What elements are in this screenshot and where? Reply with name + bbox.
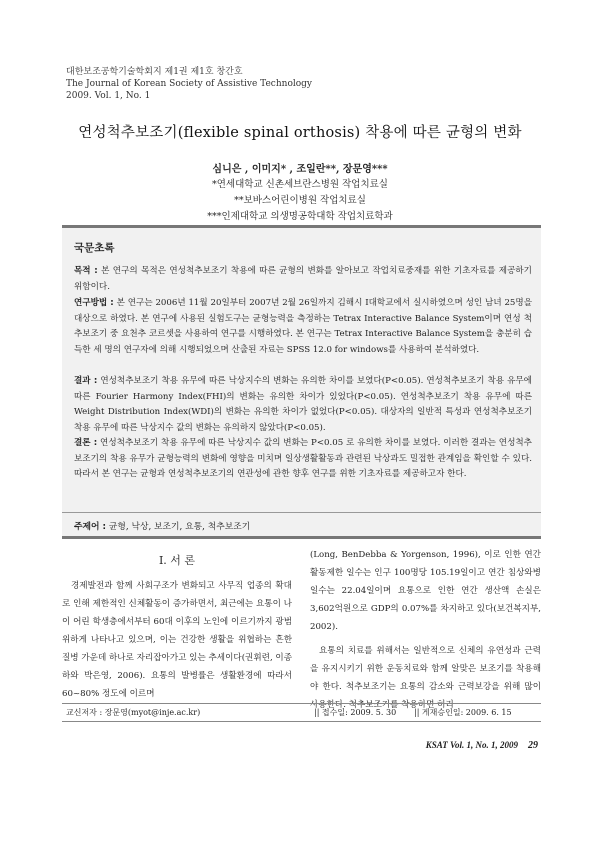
page-footer — [426, 740, 538, 751]
intro-paragraph-1-continued: (Long, BenDebba & Yorgenson, 1996), 이로 인한 연간 활동제한 일수는 인구 100명당 105.19일이고 연간 침상와병 일수는 22.04일이며 요통으로 인한 연간 생산액 손실은 3,602억원으로 GDP의 0.07%를 차지하고 있다(보건복지부, 2002). — [310, 550, 541, 632]
corresponding-author: 교신저자 : 장문영(myot@inje.ac.kr) — [66, 708, 201, 717]
accepted-date: || 게재승인일: 2009. 6. 15 — [414, 708, 512, 717]
affiliations — [0, 177, 600, 225]
affiliation-1: *연세대학교 신촌세브란스병원 작업치료실 — [212, 179, 388, 190]
abstract-purpose — [74, 264, 532, 295]
author-list: 심니은 , 이미지* , 조일란**, 장문영*** — [212, 164, 388, 175]
purpose-text: 본 연구의 목적은 연성척추보조기 착용에 따른 균형의 변화를 알아보고 작업치료중재를 위한 기초자료를 제공하기 위함이다. — [74, 266, 532, 292]
body-left-column — [62, 553, 292, 703]
footnote-bar — [62, 703, 541, 722]
purpose-label: 목적 : — [74, 266, 98, 276]
journal-reference: KSAT Vol. 1, No. 1, 2009 — [425, 740, 518, 750]
journal-header — [66, 66, 312, 102]
abstract-result — [74, 374, 532, 436]
method-text: 본 연구는 2006년 11월 20일부터 2007년 2월 26일까지 김해시 I대학교에서 실시하였으며 성인 남녀 25명을 대상으로 하였다. 본 연구에 사용된 실험도구는 균형능력을 측정하는 Tetrax Interactive Balance System이며 연성 척추보조기 중 요천추 코르셋을 사용하여 연구를 시행하였다. 본 연구는 Tetrax Interactive Balance System을 충분히 습득한 세 명의 연구자에 의해 시행되었으며 산출된 자료는 SPSS 12.0 for windows를 사용하여 분석하였다. — [74, 298, 533, 355]
journal-name-korean: 대한보조공학기술학회지 제1권 제1호 창간호 — [66, 67, 243, 77]
abstract-conclusion — [74, 436, 532, 483]
abstract-box — [62, 225, 541, 539]
conclusion-text: 연성척추보조기 착용 유무에 따른 낙상지수 값의 변화는 P<0.05 로 유의한 차이를 보였다. 이러한 결과는 연성척추보조기의 착용 유무가 균형능력의 변화에 영향을 미치며 일상생활활동과 관련된 낙상과도 밀접한 관계임을 확인할 수 있다. 따라서 본 연구는 균형과 연성척추보조기의 연관성에 관한 향후 연구를 위한 기초자료를 제공하고자 한다. — [74, 438, 532, 480]
affiliation-3: ***인제대학교 의생명공학대학 작업치료학과 — [207, 211, 393, 222]
result-label: 결과 : — [74, 376, 98, 386]
body-right-column — [310, 546, 541, 714]
section-heading-introduction: Ⅰ. 서 론 — [158, 554, 196, 567]
keywords — [74, 519, 250, 532]
conclusion-label: 결론 : — [74, 438, 98, 448]
received-date: || 접수일: 2009. 5. 30 — [314, 708, 397, 717]
paper-title: 연성척추보조기(flexible spinal orthosis) 착용에 따른 균형의 변화 — [78, 125, 522, 141]
method-label: 연구방법 : — [74, 298, 114, 308]
journal-volume: 2009. Vol. 1, No. 1 — [66, 91, 151, 101]
intro-paragraph-1: 경제발전과 함께 사회구조가 변화되고 사무직 업종의 확대로 인해 제한적인 신체활동이 증가하면서, 최근에는 요통이 나이 어린 학생층에서부터 60대 이후의 노인에 이르기까지 광범위하게 나타나고 있으며, 이는 건강한 생활을 위협하는 흔한 질병 가운데 하나로 자리잡아가고 있는 추세이다(권휘련, 이종하와 박은영, 2006). 요통의 발병률은 생활환경에 따라서 60~80% 정도에 이르며 — [62, 581, 293, 699]
page-number: 29 — [528, 740, 538, 751]
result-text: 연성척추보조기 착용 유무에 따른 낙상지수의 변화는 유의한 차이를 보였다(P<0.05). 연성척추보조기 착용 유무에 따른 Fourier Harmony Index(FHI)의 변화는 유의한 차이가 있었다(P<0.05). 연성척추보조기 착용 유무에 따른Weight Distribution Index(WDI)의 변화는 유의한 차이가 없었다(P<0.05). 대상자의 일반적 특성과 연성척추보조기 착용 유무에 따른 낙상지수 값의 변화는 유의하지 않았다(P<0.05). — [74, 376, 532, 433]
affiliation-2: **보바스어린이병원 작업치료실 — [234, 195, 366, 206]
journal-name-english: The Journal of Korean Society of Assistive Technology — [66, 79, 313, 89]
keywords-row — [62, 512, 541, 537]
keywords-label: 주제어 : — [74, 522, 107, 532]
abstract-heading: 국문초록 — [74, 242, 115, 254]
intro-paragraph-2: 요통의 치료를 위해서는 일반적으로 신체의 유연성과 근력을 유지시키기 위한 운동치료와 함께 알맞은 보조기를 착용해야 한다. 척추보조기는 요통의 감소와 근력보강을 위해 많이 사용한다. 척추보조기를 착용하면 허리 — [310, 646, 541, 710]
abstract-method — [74, 296, 532, 358]
keywords-text: 균형, 낙상, 보조기, 요통, 척추보조기 — [106, 522, 251, 532]
